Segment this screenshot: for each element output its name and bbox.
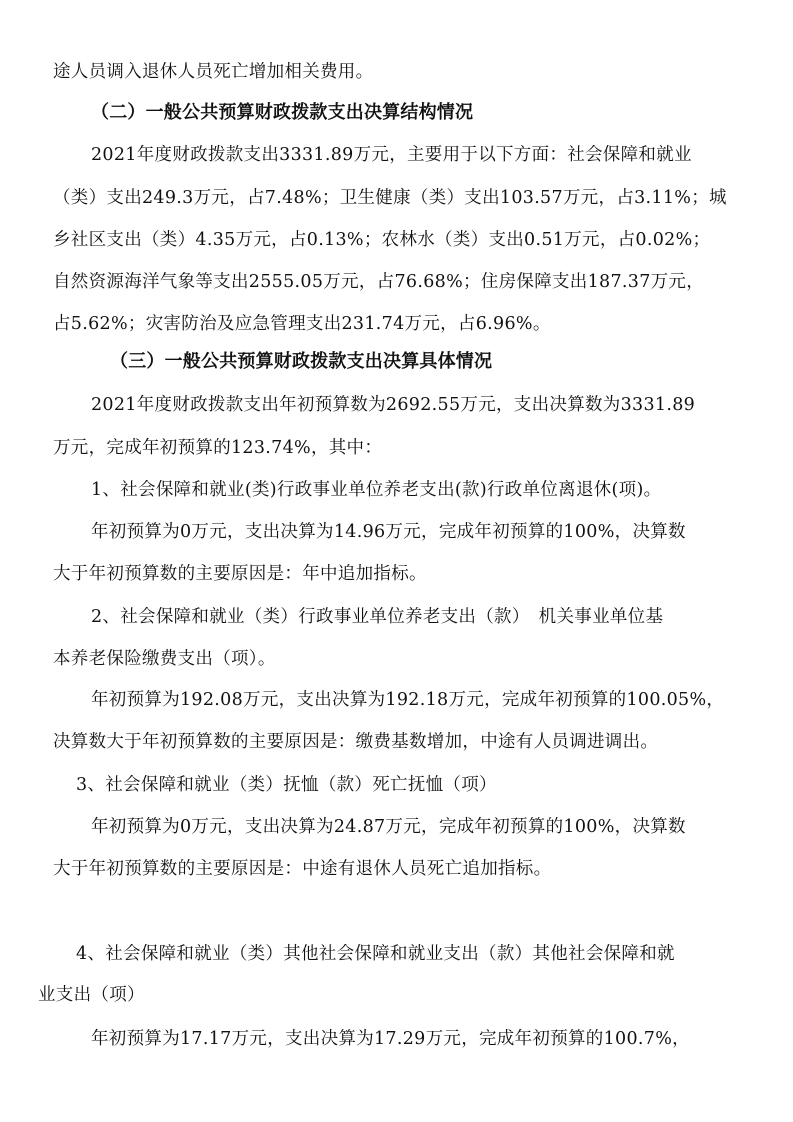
paragraph-line: 年初预算为0万元，支出决算为24.87万元，完成年初预算的100%，决算数 [91, 817, 686, 837]
paragraph-line: 大于年初预算数的主要原因是：中途有退休人员死亡追加指标。 [53, 859, 552, 879]
paragraph-line: 年初预算为192.08万元，支出决算为192.18万元，完成年初预算的100.05%， [91, 690, 725, 710]
section-heading-3: （三）一般公共预算财政拨款支出决算具体情况 [110, 351, 493, 372]
paragraph-line: （类）支出249.3万元，占7.48%；卫生健康（类）支出103.57万元，占3.11%；城 [53, 188, 727, 208]
paragraph-line: 自然资源海洋气象等支出2555.05万元，占76.68%；住房保障支出187.37万元， [53, 272, 705, 292]
paragraph-line: 决算数大于年初预算数的主要原因是：缴费基数增加，中途有人员调进调出。 [53, 732, 659, 752]
paragraph-line: 2021年度财政拨款支出3331.89万元，主要用于以下方面：社会保障和就业 [91, 145, 692, 165]
paragraph-line: 2021年度财政拨款支出年初预算数为2692.55万元，支出决算数为3331.89 [91, 395, 696, 415]
paragraph-line: 占5.62%；灾害防治及应急管理支出231.74万元，占6.96%。 [53, 314, 551, 334]
paragraph-line: 大于年初预算数的主要原因是：年中追加指标。 [53, 564, 427, 584]
paragraph-line: 3、社会保障和就业（类）抚恤（款）死亡抚恤（项） [76, 775, 497, 795]
paragraph-line: 1、社会保障和就业(类)行政事业单位养老支出(款)行政单位离退休(项)。 [91, 480, 662, 500]
paragraph-line: 乡社区支出（类）4.35万元，占0.13%；农林水（类）支出0.51万元，占0.02%； [53, 230, 711, 250]
paragraph-line: 年初预算为0万元，支出决算为14.96万元，完成年初预算的100%，决算数 [91, 522, 686, 542]
paragraph-line: 万元，完成年初预算的123.74%，其中： [53, 438, 383, 458]
paragraph-line: 途人员调入退休人员死亡增加相关费用。 [53, 62, 374, 82]
paragraph-line: 4、社会保障和就业（类）其他社会保障和就业支出（款）其他社会保障和就 [76, 944, 675, 964]
paragraph-line: 业支出（项） [38, 985, 145, 1005]
paragraph-line: 2、社会保障和就业（类）行政事业单位养老支出（款） 机关事业单位基 [91, 607, 664, 627]
section-heading-2: （二）一般公共预算财政拨款支出决算结构情况 [91, 102, 474, 123]
paragraph-line: 年初预算为17.17万元，支出决算为17.29万元，完成年初预算的100.7%， [91, 1029, 690, 1049]
paragraph-line: 本养老保险缴费支出（项）。 [53, 649, 276, 669]
